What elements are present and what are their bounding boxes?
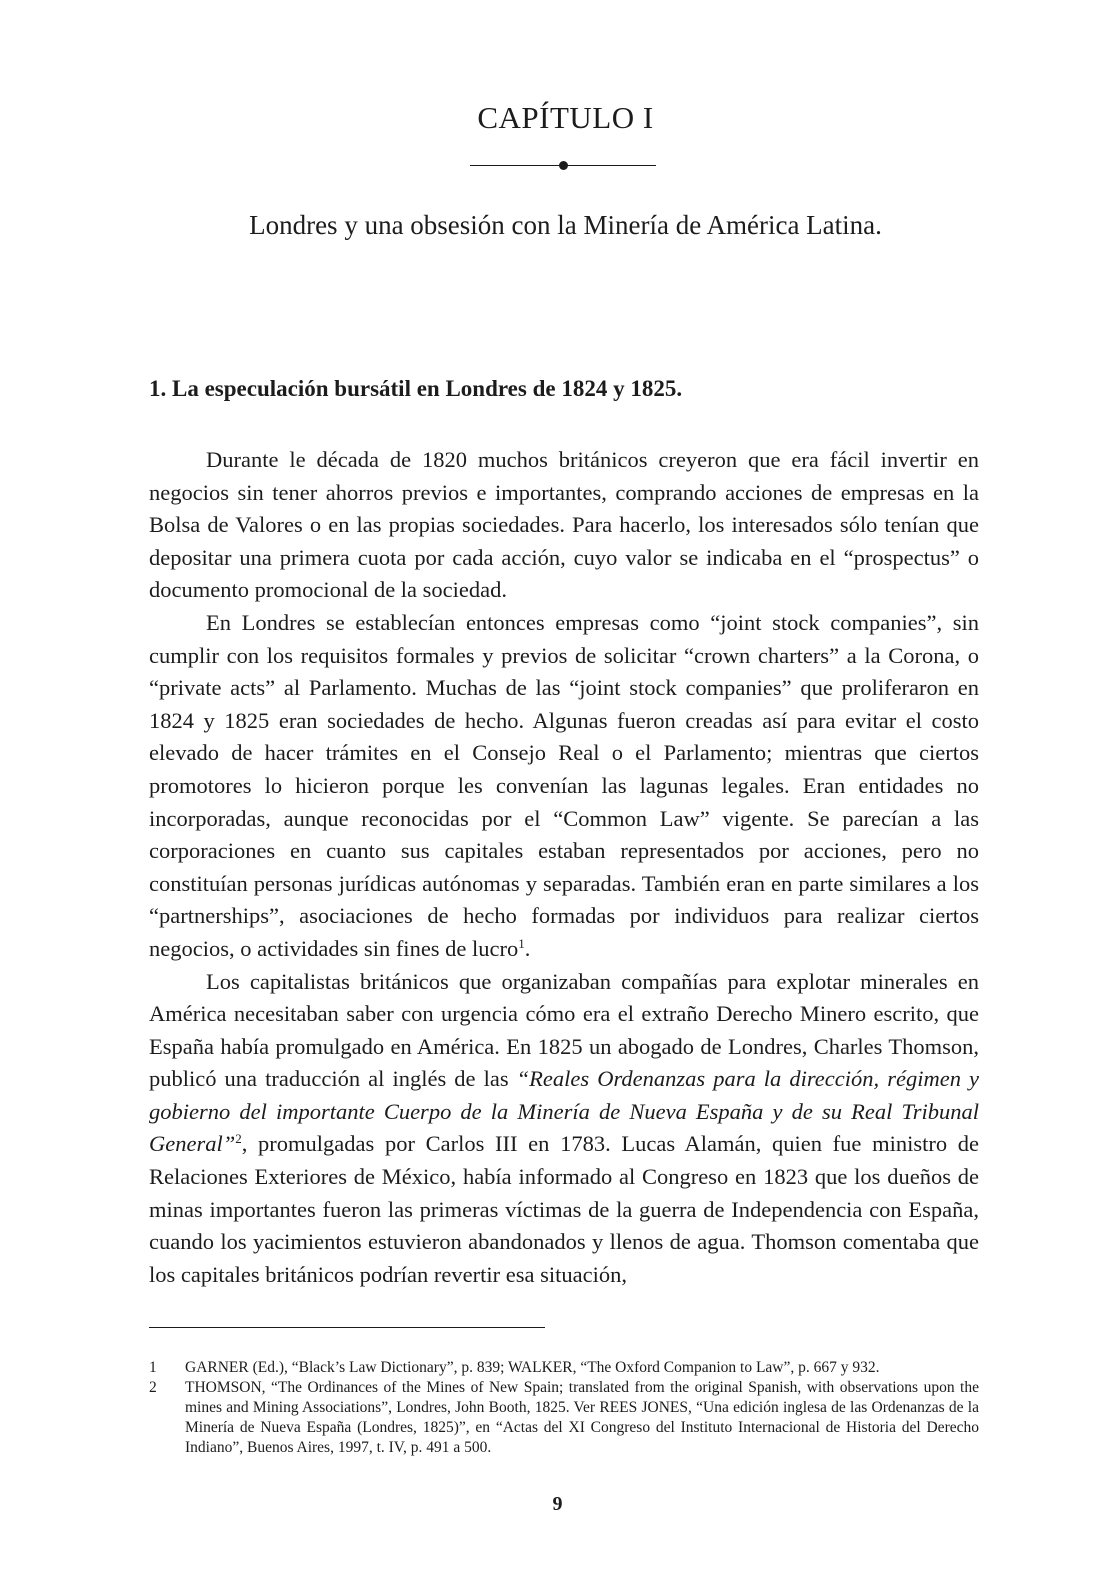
paragraph-2-text: En Londres se establecían entonces empresas como “joint stock companies”, sin cumplir con los requisitos formales y previos de solicitar “crown charters” a la Corona, o “private acts” al Parlamento. Muchas de las “joint stock companies” que proliferaron en 1824 y 1825 eran sociedades de hecho. Algunas fueron creadas así para evitar el costo elevado de hacer trámites en el Consejo Real o el Parlamento; mientras que ciertos promotores lo hicieron porque les convenían las lagunas legales. Eran entidades no incorporadas, aunque reconocidas por el “Common Law” vigente. Se parecían a las corporaciones en cuanto sus capitales estaban representados por acciones, pero no constituían personas jurídicas autónomas y separadas. También eran en parte similares a los “partnerships”, asociaciones de hecho formadas por individuos para realizar ciertos negocios, o actividades sin fines de lucro (149, 609, 979, 961)
chapter-subtitle: Londres y una obsesión con la Minería de América Latina. (249, 210, 882, 240)
footnotes (149, 1358, 979, 1458)
ornamental-divider (470, 160, 656, 172)
footnote-text: THOMSON, “The Ordinances of the Mines of New Spain; translated from the original Spanish, with observations upon the mines and Mining Associations”, Londres, John Booth, 1825. Ver REES JONES, “Una edición inglesa de las Ordenanzas de la Minería de Nueva España (Londres, 1825)”, en “Actas del XI Congreso del Instituto Internacional de Historia del Derecho Indiano”, Buenos Aires, 1997, t. IV, p. 491 a 500. (185, 1379, 979, 1456)
footnote-ref-2: 2 (235, 1131, 242, 1147)
footnote-ref-1: 1 (518, 935, 525, 951)
body-text (149, 444, 979, 1291)
footnote-text: GARNER (Ed.), “Black’s Law Dictionary”, p. 839; WALKER, “The Oxford Companion to Law”, p. 667 y 932. (185, 1359, 880, 1376)
page-number: 9 (552, 1493, 563, 1515)
footnote-number: 1 (149, 1359, 157, 1376)
paragraph-2 (149, 607, 979, 966)
footnote (149, 1378, 979, 1458)
ordinances-title: “Reales Ordenanzas para la dirección, régimen y gobierno del importante Cuerpo de la Minería de Nueva España y de su Real Tribunal General” (149, 1066, 979, 1157)
chapter-heading: CAPÍTULO I (477, 100, 654, 135)
footnote (149, 1358, 979, 1378)
divider-dot (559, 161, 568, 170)
paragraph-3-text-a: Los capitalistas británicos que organizaban compañías para explotar minerales en América necesitaban saber con urgencia cómo era el extraño Derecho Minero escrito, que España había promulgado en América. En 1825 un abogado de Londres, Charles Thomson, publicó una traducción al inglés de las (149, 968, 979, 1092)
footnote-rule (149, 1327, 545, 1328)
section-heading: 1. La especulación bursátil en Londres de 1824 y 1825. (149, 376, 683, 401)
paragraph-1: Durante le década de 1820 muchos británicos creyeron que era fácil invertir en negocios sin tener ahorros previos e importantes, comprando acciones de empresas en la Bolsa de Valores o en las propias sociedades. Para hacerlo, los interesados sólo tenían que depositar una primera cuota por cada acción, cuyo valor se indicaba en el “prospectus” o documento promocional de la sociedad. (149, 447, 979, 603)
footnote-number: 2 (149, 1379, 157, 1396)
paragraph-3 (149, 966, 979, 1292)
paragraph-3-text-b: , promulgadas por Carlos III en 1783. Lucas Alamán, quien fue ministro de Relaciones Exteriores de México, había informado al Congreso en 1823 que los dueños de minas importantes fueron las primeras víctimas de la guerra de Independencia con España, cuando los yacimientos estuvieron abandonados y llenos de agua. Thomson comentaba que los capitales británicos podrían revertir esa situación, (149, 1131, 979, 1287)
paragraph-2-end: . (524, 935, 531, 961)
